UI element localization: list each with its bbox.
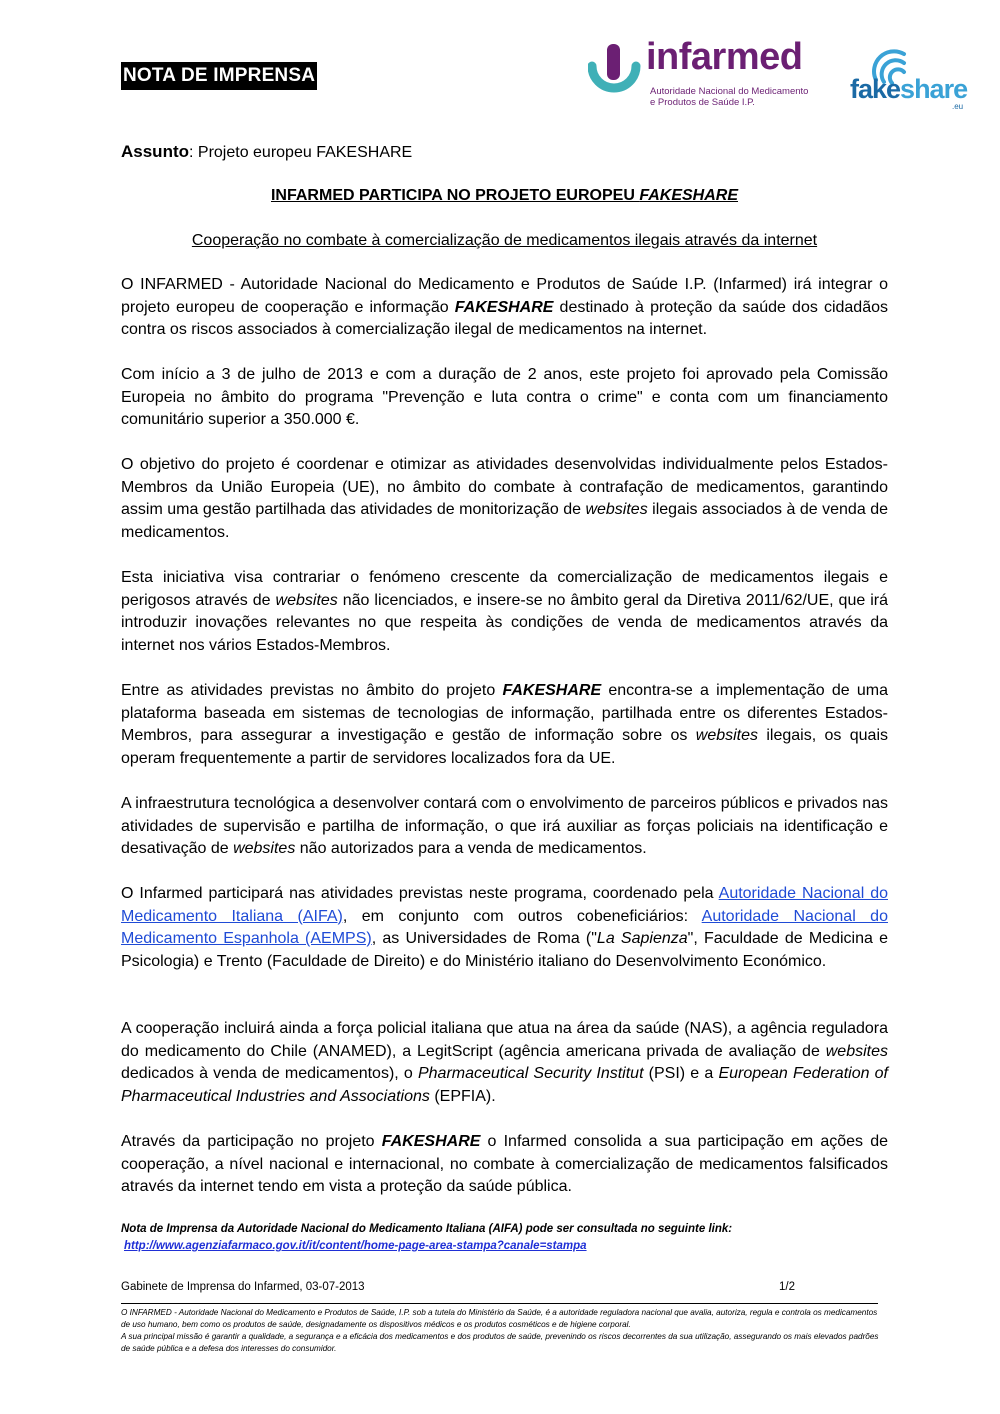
paragraph-5: Entre as atividades previstas no âmbito do projeto FAKESHARE encontra-se a implementação de uma plataforma baseada em sistemas de tecnologias de informação, partilhada entre os diferentes Estados-Membros, para assegurar a investigação e gestão de informação sobre os websites ilegais, os quais operam frequentemente a partir de servidores localizados fora da UE. — [121, 682, 889, 767]
footer-disclaimer — [121, 1307, 881, 1355]
paragraph-1: O INFARMED - Autoridade Nacional do Medicamento e Produtos de Saúde I.P. (Infarmed) irá integrar o projeto europeu de cooperação e informação FAKESHARE destinado à proteção da saúde dos cidadãos contra os riscos associados à comercialização ilegal de medicamentos na internet. — [121, 276, 889, 338]
subheadline: Cooperação no combate à comercialização de medicamentos ilegais através da internet — [191, 232, 818, 249]
page-number: 1/2 — [779, 1281, 795, 1293]
footer-divider — [121, 1303, 878, 1304]
infarmed-logo — [588, 36, 818, 118]
fakeshare-eu: .eu — [952, 102, 964, 111]
subject-value: : Projeto europeu FAKESHARE — [189, 144, 413, 161]
headline: INFARMED PARTICIPA NO PROJETO EUROPEU FAKESHARE — [270, 187, 739, 204]
aifa-note: Nota de Imprensa da Autoridade Nacional do Medicamento Italiana (AIFA) pode ser consultada no seguinte link: — [121, 1223, 733, 1235]
infarmed-tagline: Autoridade Nacional do Medicamento e Produtos de Saúde I.P. — [650, 86, 809, 108]
infarmed-emblem-icon — [588, 42, 644, 102]
disclaimer-line-1: O INFARMED - Autoridade Nacional do Medicamento e Produtos de Saúde, I.P. sob a tutela do Ministério da Saúde, é a autoridade reguladora nacional que avalia, autoriza, regula e controla os medicamentos de uso humano, bem como os produtos de saúde, designadamente os dispositivos médicos e os produtos cosméticos e de higiene corporal. — [121, 1308, 878, 1329]
subject-line — [121, 141, 888, 165]
paragraph-6: A infraestrutura tecnológica a desenvolver contará com o envolvimento de parceiros públicos e privados nas atividades de supervisão e partilha de informação, o que irá auxiliar as forças policiais na identificação e desativação de websites não autorizados para a venda de medicamentos. — [121, 795, 888, 857]
paragraph-2: Com início a 3 de julho de 2013 e com a duração de 2 anos, este projeto foi aprovado pela Comissão Europeia no âmbito do programa "Prevenção e luta contra o crime" e conta com um financiamento comunitário superior a 350.000 €. — [121, 366, 888, 428]
paragraph-8: A cooperação incluirá ainda a força policial italiana que atua na área da saúde (NAS), a agência reguladora do medicamento do Chile (ANAMED), a LegitScript (agência americana privada de avaliação de websites dedicados à venda de medicamentos), o Pharmaceutical Security Institut (PSI) e a European Federation of Pharmaceutical Industries and Associations (EPFIA). — [121, 1020, 889, 1105]
aifa-press-url-link[interactable]: http://www.agenziafarmaco.gov.it/it/content/home-page-area-stampa?canale=stampa — [124, 1240, 587, 1252]
fakeshare-logo — [848, 46, 968, 116]
paragraph-7: O Infarmed participará nas atividades previstas neste programa, coordenado pela Autoridade Nacional do Medicamento Italiana (AIFA), em conjunto com outros cobeneficiários: Autoridade Nacional do Medicamento Espanhola (AEMPS), as Universidades de Roma ("La Sapienza", Faculdade de Medicina e Psicologia) e Trento (Faculdade de Direito) e do Ministério italiano do Desenvolvimento Económico. — [121, 885, 888, 970]
paragraph-3: O objetivo do projeto é coordenar e otimizar as atividades desenvolvidas individualmente pelos Estados-Membros da União Europeia (UE), no âmbito do combate à contrafação de medicamentos, garantindo assim uma gestão partilhada das atividades de monitorização de websites ilegais associados à de venda de medicamentos. — [121, 456, 888, 541]
press-release-label: NOTA DE IMPRENSA — [121, 62, 317, 90]
fakeshare-wordmark: fakeshare — [850, 74, 968, 104]
infarmed-wordmark: infarmed — [646, 36, 803, 78]
paragraph-9: Através da participação no projeto FAKESHARE o Infarmed consolida a sua participação em ações de cooperação, a nível nacional e internacional, no combate à comercialização de medicamentos falsificados através da internet tendo em vista a proteção da saúde pública. — [121, 1133, 888, 1195]
disclaimer-line-2: A sua principal missão é garantir a qualidade, a segurança e a eficácia dos medicamentos e dos produtos de saúde, prevenindo os riscos decorrentes da sua utilização, assegurando os mais elevados padrões de saúde pública e a defesa dos interesses do consumidor. — [121, 1332, 879, 1353]
paragraph-4: Esta iniciativa visa contrariar o fenómeno crescente da comercialização de medicamentos ilegais e perigosos através de websites não licenciados, e insere-se no âmbito geral da Diretiva 2011/62/UE, que irá introduzir inovações relevantes no que respeita às condições de venda de medicamentos através da internet nos vários Estados-Membros. — [121, 569, 888, 654]
aifa-link[interactable]: Autoridade Nacional do Medicamento Italiana (AIFA) — [121, 885, 888, 925]
aemps-link[interactable]: Autoridade Nacional do Medicamento Espanhola (AEMPS) — [121, 907, 888, 947]
subject-label: Assunto — [121, 142, 189, 161]
aifa-note-link-wrap — [124, 1238, 891, 1254]
footer-press-office: Gabinete de Imprensa do Infarmed, 03-07-2013 — [121, 1281, 365, 1293]
